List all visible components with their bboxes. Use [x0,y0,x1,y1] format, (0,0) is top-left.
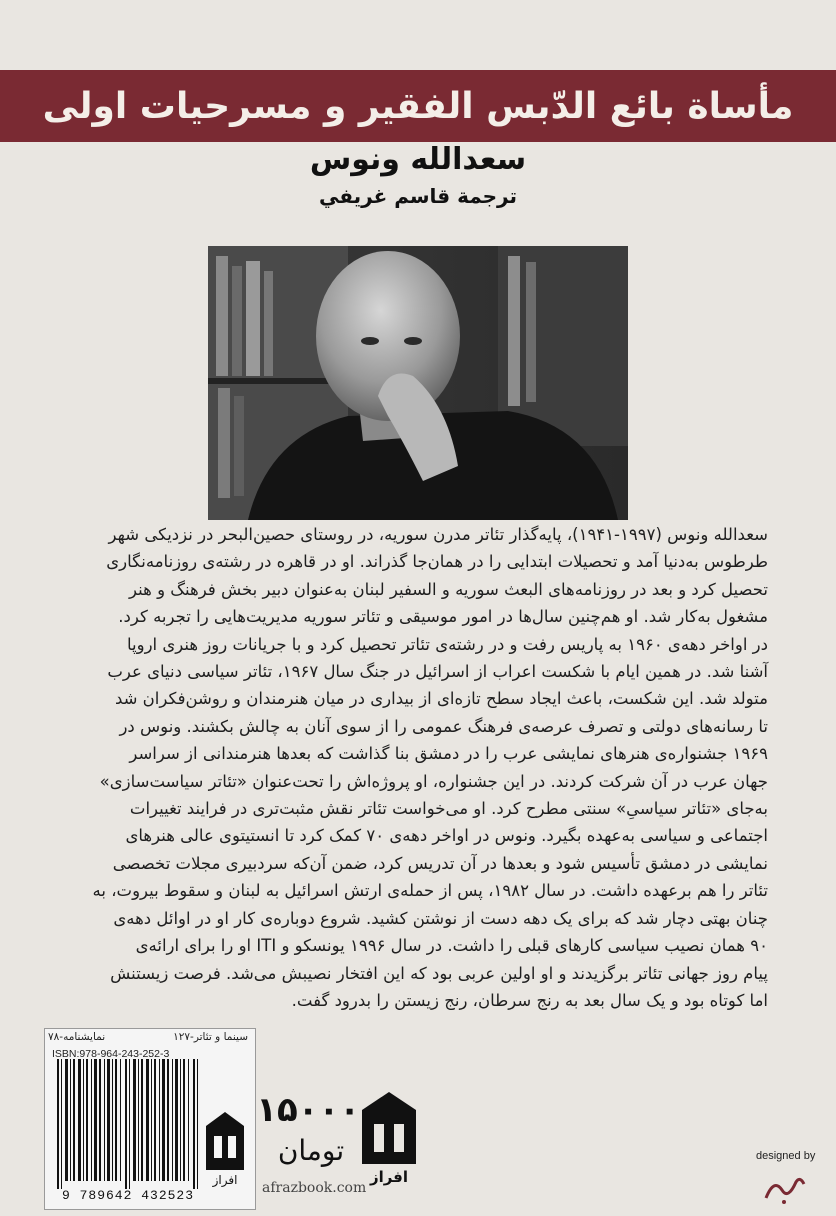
play-number: نمایشنامه-۷۸ [48,1031,106,1043]
bio-line: تا رسانه‌های دولتی و تصرف عرصه‌ی فرهنگ عمومی را از سوی آنان به چالش بکشند. ونوس در [119,716,768,736]
bio-line: آشنا شد. در همین ایام با شکست اعراب از اسرائیل در جنگ سال ۱۹۶۷، تئاتر سیاسی دنیای عرب [107,662,768,682]
publisher-website: afrazbook.com [262,1180,367,1196]
translator-name: ترجمة قاسم غريفي [318,184,518,208]
series-label: سینما و تئاتر-۱۲۷ [173,1031,248,1043]
bio-line: طرطوس به‌دنیا آمد و تحصیلات ابتدایی را در همان‌جا گذراند. او در قاهره در رشته‌ی روزنامه‌نگاری [106,552,768,572]
price: ۱۵۰۰۰ [256,1090,360,1130]
designer-signature-icon [762,1168,806,1208]
bio-line: نمایشی در دمشق تأسیس شود و بعدها در آن تدریس کرد، ضمن آن‌که سردبیری مجلات تخصصی [112,853,768,873]
bio-line: اما کوتاه بود و یک سال بعد به رنج سرطان، رنج زیستن را بدرود گفت. [291,990,768,1010]
designed-by-label: designed by [756,1150,816,1162]
bio-line: به‌جای «تئاتر سیاسیِ» سنتی مطرح کرد. او می‌خواست تئاتر نقش مثبت‌تری در فرایند تغییرات [129,799,768,819]
author-portrait-image [208,246,628,520]
publisher-emblem-icon [360,1090,418,1186]
title-banner [0,70,836,142]
bio-line: اجتماعی و سیاسی به‌عهده بگیرد. ونوس در اواخر دهه‌ی ۷۰ کمک کرد تا انستیتوی عالی هنرهای [125,826,768,846]
book-title: مأساة بائع الدّبس الفقير و مسرحيات اولى [42,85,794,127]
bio-line: مشغول به‌کار شد. او هم‌چنین سال‌ها در امور موسیقی و تئاتر سوریه مدیریت‌هایی را تجربه کرد. [118,607,768,627]
barcode-number: 9 789642 432523 [62,1188,195,1203]
price-unit: تومان [277,1134,345,1167]
bio-line: تحصیل کرد و بعد در روزنامه‌های البعث سوریه و السفیر لبنان به‌عنوان دبیر بخش فرهنگ و هنر [129,579,768,599]
bio-line: پیام روز جهانی تئاتر برگزیدند و او اولین عربی بود که این افتخار نصیبش می‌شد. فرصت زیستنش [110,963,768,983]
bio-line: ۹۰ همان نصیب سیاسی کارهای قبلی را داشت. در سال ۱۹۹۶ یونسکو و ITI او را برای ارائه‌ی [135,936,768,956]
publisher-logo-icon [202,1108,248,1188]
author-name: سعدالله ونوس [309,142,527,177]
publisher-name-small: افراز [212,1173,238,1187]
bio-line: در اواخر دهه‌ی ۱۹۶۰ به پاریس رفت و در رشته‌ی تئاتر تحصیل کرد و با جریانات روز هنری اروپا [126,634,768,654]
author-biography [58,521,768,1014]
bio-line: متولد شد. این شکست، باعث ایجاد سطح تازه‌ای از بیداری در میان هنرمندان و روشن‌فکران شد [114,689,768,709]
bio-line: ۱۹۶۹ جشنواره‌ی هنرهای نمایشی عرب را در دمشق بنا گذاشت که بعدها هنرمندانی از سراسر [129,744,768,764]
bio-line: جهان عرب در آن شرکت کردند. در این جشنواره، او پروژه‌اش را تحت‌عنوان «تئاتر سیاست‌سازی» [99,771,768,791]
publisher-name-large: افراز [369,1168,409,1186]
bio-line: چنان بهتی دچار شد که برای یک دهه دست از نوشتن کشید. شروع دوباره‌ی کار او در اوائل دهه‌ی [113,908,768,928]
author-photo [208,246,628,520]
bio-line: تئاتر را هم برعهده داشت. در سال ۱۹۸۲، پس از حمله‌ی ارتش اسرائیل به لبنان و سقوط بیروت، به [92,881,768,901]
series-info [48,1031,248,1047]
barcode [55,1059,205,1189]
bio-line: سعدالله ونوس (۱۹۹۷-۱۹۴۱)، پایه‌گذار تئاتر مدرن سوریه، در روستای حصین‌البحر در نزدیکی شهر [108,525,768,544]
isbn: ISBN:978-964-243-252-3 [52,1048,170,1060]
